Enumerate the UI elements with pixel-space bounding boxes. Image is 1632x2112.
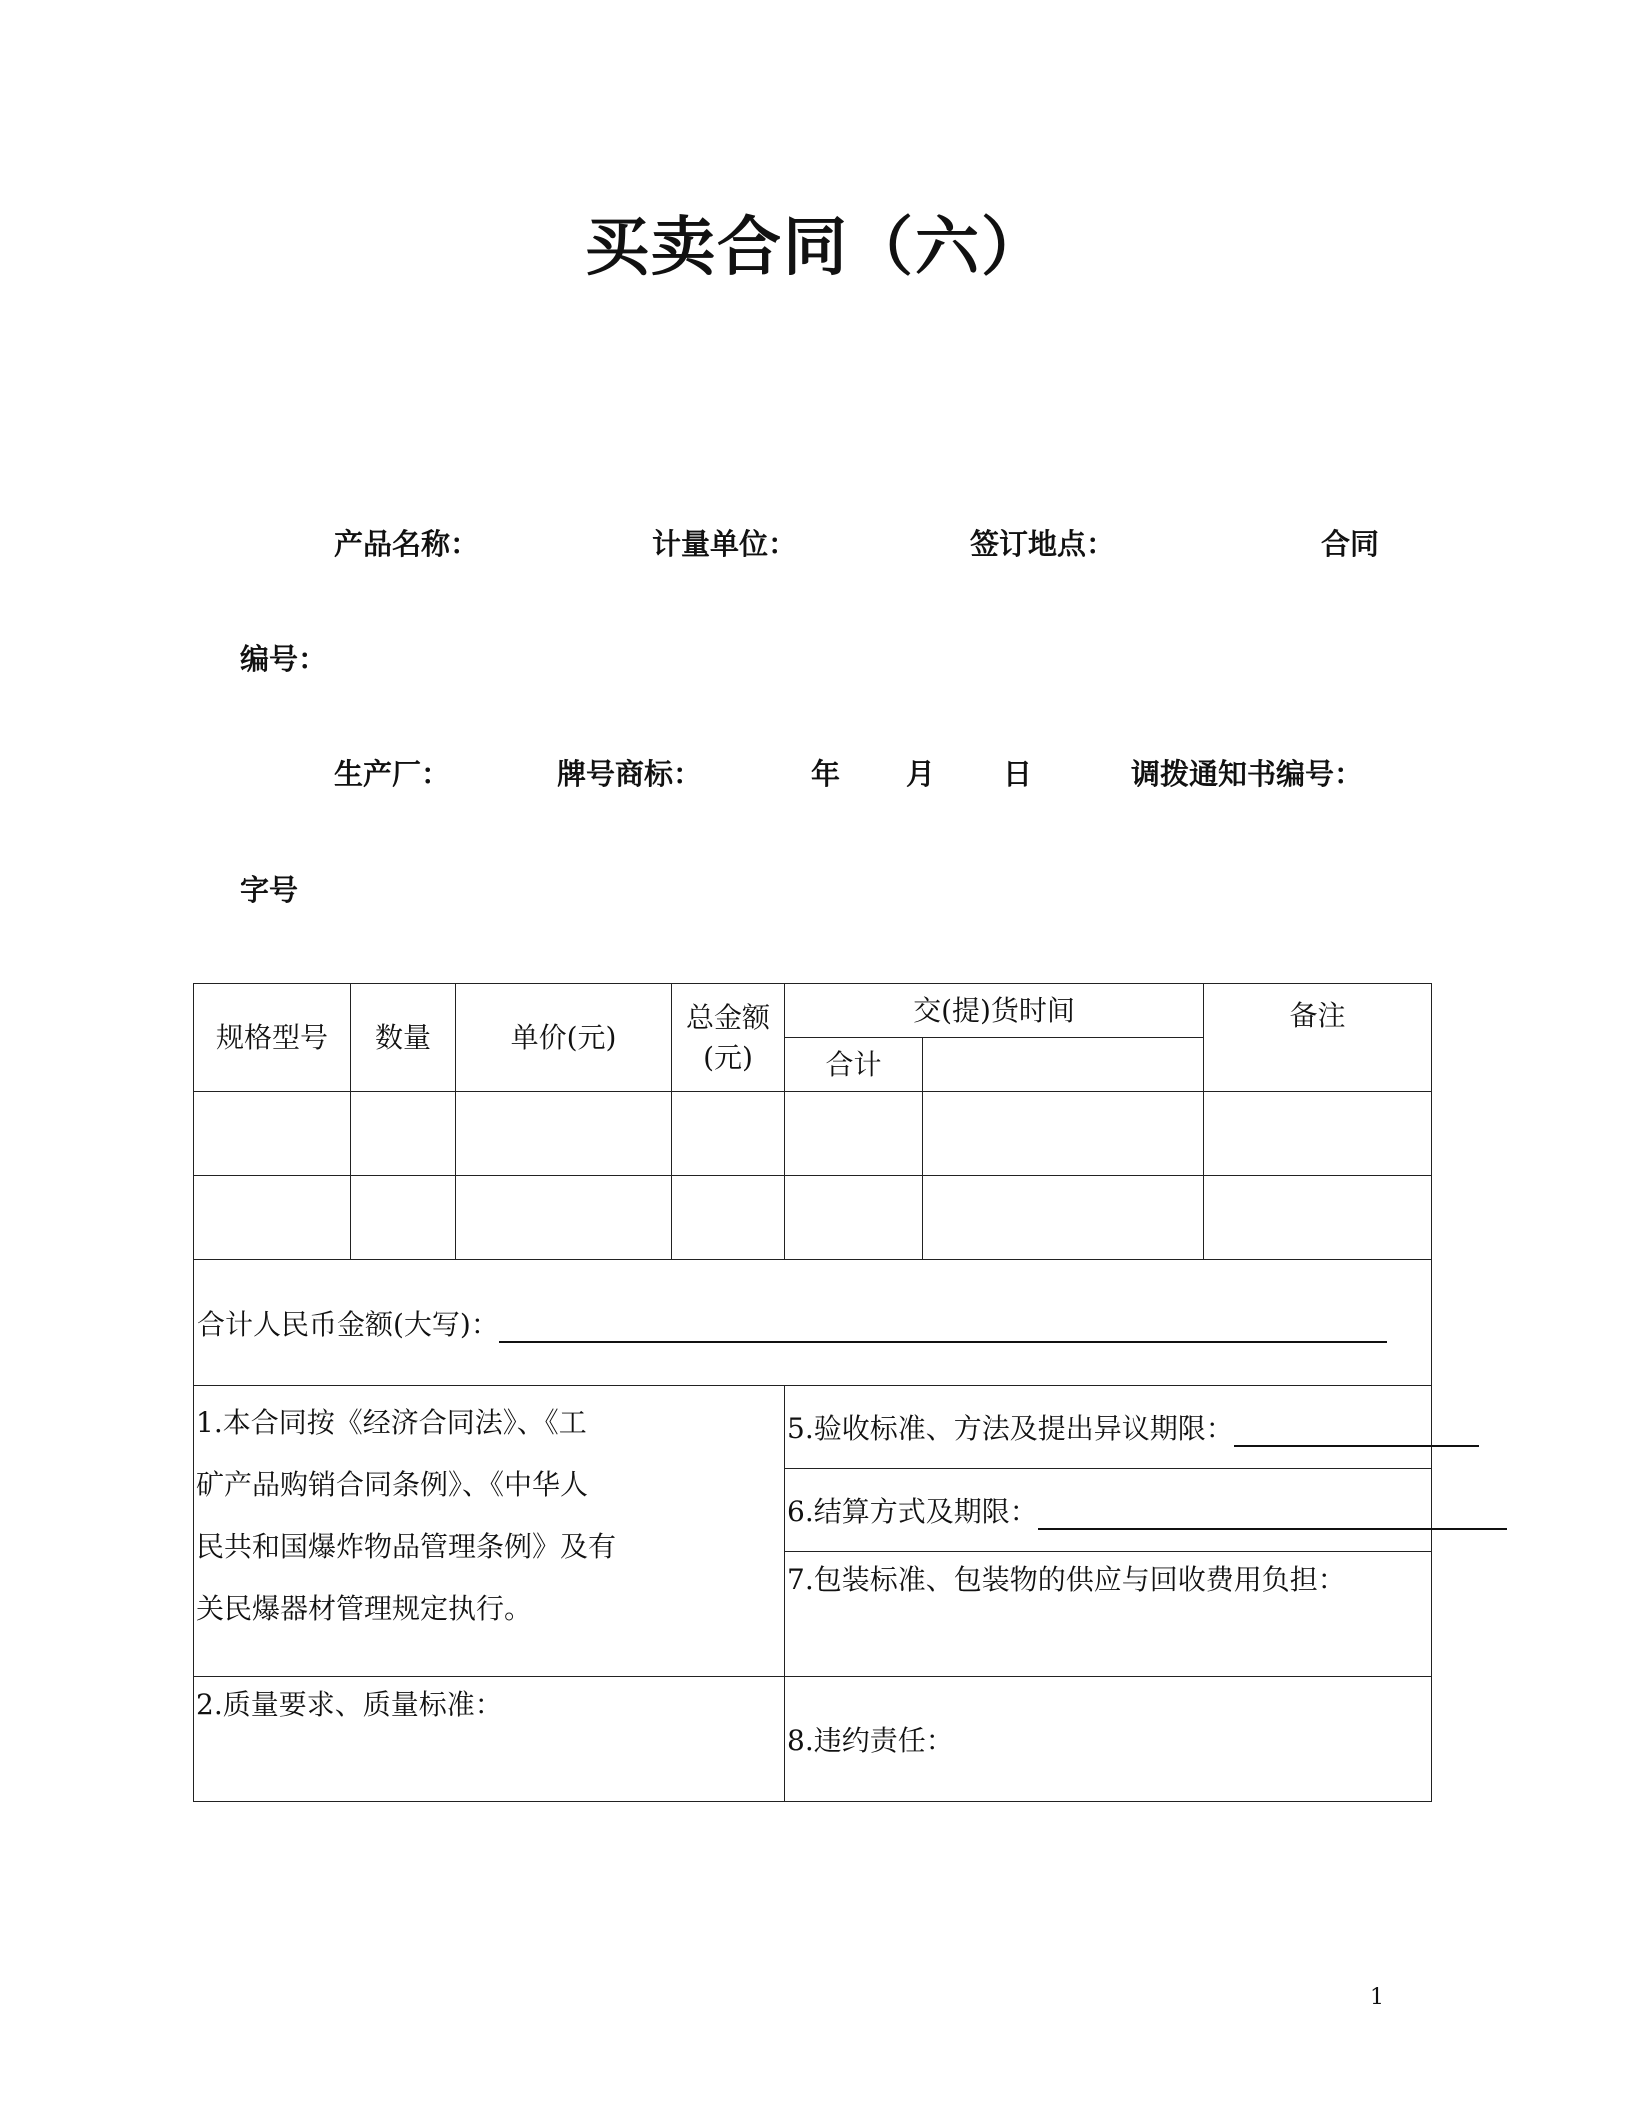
clause-6-label: 6.结算方式及期限： xyxy=(787,1495,1038,1528)
rmb-total-cell xyxy=(194,1260,1432,1386)
notice-number-label: 调拨通知书编号： xyxy=(1131,757,1364,791)
month-label: 月 xyxy=(906,757,936,791)
header-total-line2: (元) xyxy=(703,1040,753,1074)
product-name-label: 产品名称： xyxy=(334,527,480,561)
clause-2: 2.质量要求、质量标准： xyxy=(194,1677,785,1802)
contract-table xyxy=(193,983,1432,1802)
clause-1-line: 1.本合同按《经济合同法》、《工 xyxy=(196,1406,587,1439)
clause-1-line: 矿产品购销合同条例》、《中华人 xyxy=(196,1468,589,1501)
cell-unit-price[interactable] xyxy=(456,1176,672,1260)
factory-label: 生产厂： xyxy=(334,757,451,791)
cell-remark[interactable] xyxy=(1204,1176,1432,1260)
cell-spec[interactable] xyxy=(194,1176,351,1260)
cell-quantity[interactable] xyxy=(351,1092,456,1176)
year-label: 年 xyxy=(811,757,841,791)
header-quantity: 数量 xyxy=(351,984,456,1092)
cell-total[interactable] xyxy=(672,1176,785,1260)
cell-unit-price[interactable] xyxy=(456,1092,672,1176)
page-number: 1 xyxy=(1370,1985,1384,2010)
clause-5 xyxy=(785,1386,1432,1469)
clause-6 xyxy=(785,1469,1432,1552)
document-title: 买卖合同（六） xyxy=(585,211,1047,285)
header-delivery-time: 交(提)货时间 xyxy=(785,984,1204,1038)
table-row xyxy=(194,1092,1432,1176)
rmb-total-field[interactable] xyxy=(499,1311,1387,1343)
contract-number-label-b: 编号： xyxy=(240,642,328,676)
clause-8: 8.违约责任： xyxy=(785,1677,1432,1802)
cell-delivery[interactable] xyxy=(923,1092,1204,1176)
day-label: 日 xyxy=(1003,757,1033,791)
cell-subtotal[interactable] xyxy=(785,1176,923,1260)
header-remark: 备注 xyxy=(1204,984,1432,1092)
clause-7: 7.包装标准、包装物的供应与回收费用负担： xyxy=(785,1552,1432,1677)
word-number-label: 字号 xyxy=(240,873,299,907)
header-total-line1: 总金额 xyxy=(685,1001,770,1035)
rmb-total-row xyxy=(194,1260,1432,1386)
clause-1-line: 民共和国爆炸物品管理条例》及有 xyxy=(196,1530,617,1563)
signing-place-label: 签订地点： xyxy=(970,527,1116,561)
cell-subtotal[interactable] xyxy=(785,1092,923,1176)
clause-1 xyxy=(194,1386,785,1677)
header-total-amount xyxy=(672,984,785,1092)
rmb-total-label: 合计人民币金额(大写)： xyxy=(197,1307,499,1341)
cell-spec[interactable] xyxy=(194,1092,351,1176)
header-subtotal: 合计 xyxy=(785,1038,923,1092)
clause-6-field[interactable] xyxy=(1038,1498,1507,1530)
clause-1-line: 关民爆器材管理规定执行。 xyxy=(196,1592,533,1625)
header-blank xyxy=(923,1038,1204,1092)
header-spec: 规格型号 xyxy=(194,984,351,1092)
cell-remark[interactable] xyxy=(1204,1092,1432,1176)
contract-number-label-a: 合同 xyxy=(1321,527,1380,561)
unit-label: 计量单位： xyxy=(652,527,798,561)
cell-quantity[interactable] xyxy=(351,1176,456,1260)
clause-5-field[interactable] xyxy=(1234,1415,1479,1447)
clause-5-label: 5.验收标准、方法及提出异议期限： xyxy=(787,1412,1234,1445)
table-row xyxy=(194,1176,1432,1260)
brand-label: 牌号商标： xyxy=(557,757,703,791)
cell-delivery[interactable] xyxy=(923,1176,1204,1260)
cell-total[interactable] xyxy=(672,1092,785,1176)
header-unit-price: 单价(元) xyxy=(456,984,672,1092)
